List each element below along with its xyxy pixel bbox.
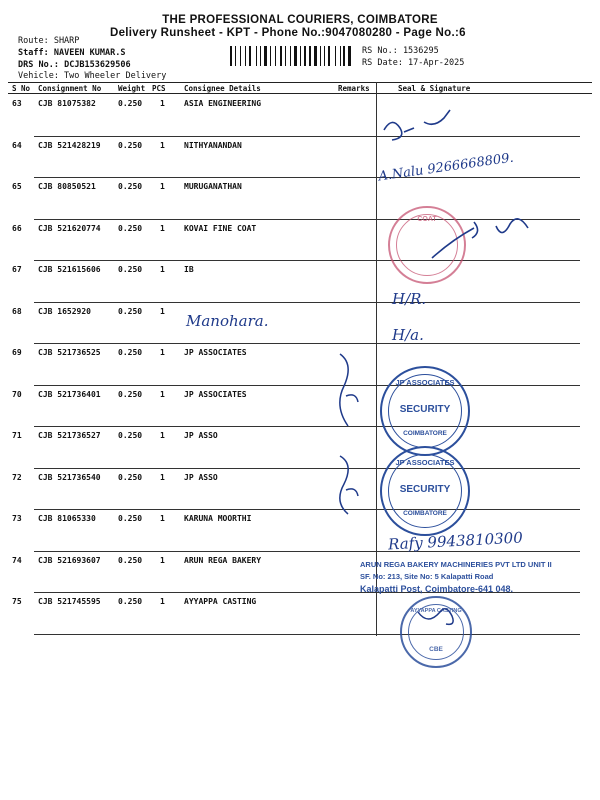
cell-pcs: 1 (160, 472, 165, 482)
cell-consignment: CJB 81065330 (38, 514, 96, 523)
table-row (0, 262, 600, 302)
cell-pcs: 1 (160, 348, 165, 357)
cell-weight: 0.250 (118, 472, 143, 482)
drs-number: DCJB153629506 (64, 60, 131, 70)
handwritten-hr-1: H/R. (392, 290, 427, 308)
cell-weight: 0.250 (118, 306, 143, 316)
col-seal: Seal & Signature (398, 84, 471, 93)
cell-pcs: 1 (160, 555, 165, 565)
table-row (0, 345, 600, 385)
cell-consignee: JP ASSO (184, 431, 218, 440)
row-divider (34, 509, 580, 510)
drs-label: DRS No.: (18, 60, 59, 70)
cell-sno: 71 (12, 431, 22, 440)
cell-consignee: ASIA ENGINEERING (184, 99, 262, 108)
row-divider (34, 260, 580, 261)
cell-pcs: 1 (160, 389, 165, 399)
col-consignee: Consignee Details (184, 84, 261, 93)
staff-row (18, 48, 126, 58)
row-divider (34, 551, 580, 552)
drs-row (18, 60, 131, 70)
stamp-jp-name: JP ASSOCIATES (395, 378, 455, 387)
cell-pcs: 1 (160, 140, 165, 150)
row-divider (34, 426, 580, 427)
cell-consignment: CJB 521745595 (38, 597, 101, 606)
stamp-security: SECURITY (399, 404, 451, 415)
handwritten-rafy: Rafy 9943810300 (387, 528, 524, 554)
cell-sno: 70 (12, 389, 22, 399)
cell-consignee: KARUNA MOORTHI (184, 514, 252, 523)
route-label: Route: SHARP (18, 36, 80, 46)
cell-pcs: 1 (160, 597, 165, 606)
cell-weight: 0.250 (118, 597, 143, 606)
cell-sno: 68 (12, 306, 22, 316)
stamp-city: COIMBATORE (403, 430, 447, 437)
vehicle-label: Vehicle: Two Wheeler Delivery (18, 71, 167, 81)
cell-weight: 0.250 (118, 514, 143, 523)
cell-consignment: CJB 521620774 (38, 223, 101, 233)
cell-sno: 64 (12, 140, 22, 150)
cell-consignment: CJB 521736525 (38, 348, 101, 357)
barcode (230, 46, 354, 66)
col-sno: S No (12, 84, 31, 93)
row-divider (34, 136, 580, 137)
cell-pcs: 1 (160, 306, 165, 316)
cell-consignment: CJB 1652920 (38, 306, 91, 316)
cell-consignee: NITHYANANDAN (184, 140, 242, 150)
cell-pcs: 1 (160, 265, 165, 274)
row-divider (34, 219, 580, 220)
stamp-jp-name-2: JP ASSOCIATES (395, 458, 455, 467)
arun-stamp-line3: Kalapatti Post, Coimbatore-641 048. (360, 584, 514, 594)
cell-sno: 73 (12, 514, 22, 523)
table-row (0, 428, 600, 468)
col-weight: Weight (118, 84, 146, 93)
col-remarks: Remarks (338, 84, 370, 93)
cell-consignee: AYYAPPA CASTING (184, 597, 257, 606)
runsheet-subtitle: Delivery Runsheet - KPT - Phone No.:9047080280 - Page No.:6 (110, 27, 466, 39)
cell-weight: 0.250 (118, 99, 143, 108)
cell-pcs: 1 (160, 431, 165, 440)
cell-consignee: JP ASSOCIATES (184, 389, 247, 399)
row-divider (34, 385, 580, 386)
cell-pcs: 1 (160, 182, 165, 191)
cell-sno: 75 (12, 597, 22, 606)
cell-pcs: 1 (160, 99, 165, 108)
cell-sno: 67 (12, 265, 22, 274)
cell-consignment: CJB 521615606 (38, 265, 101, 274)
row-divider (34, 177, 580, 178)
rs-number: RS No.: 1536295 (362, 46, 439, 56)
cell-consignment: CJB 521428219 (38, 140, 101, 150)
cell-sno: 69 (12, 348, 22, 357)
cell-sno: 63 (12, 99, 22, 108)
header-bottom-rule (8, 93, 592, 94)
table-row (0, 179, 600, 219)
row-divider (34, 343, 580, 344)
cell-weight: 0.250 (118, 140, 143, 150)
cell-weight: 0.250 (118, 389, 143, 399)
stamp-ayyappa-name: AYYAPPA CASTING (410, 608, 462, 614)
cell-weight: 0.250 (118, 182, 143, 191)
handwritten-manohara: Manohara. (186, 312, 269, 330)
stamp-city-2: COIMBATORE (403, 510, 447, 517)
cell-sno: 72 (12, 472, 22, 482)
remarks-column-line (376, 96, 377, 636)
staff-label: Staff: (18, 48, 49, 58)
handwritten-nithya: A.Nalu 9266668809. (377, 150, 515, 185)
ayyappa-stamp (400, 596, 472, 668)
cell-consignee: IB (184, 265, 194, 274)
handwritten-hr-2: H/a. (392, 326, 424, 344)
cell-consignment: CJB 521736401 (38, 389, 101, 399)
cell-weight: 0.250 (118, 431, 143, 440)
cell-consignment: CJB 521736540 (38, 472, 101, 482)
cell-consignment: CJB 521736527 (38, 431, 101, 440)
table-row (0, 304, 600, 344)
cell-sno: 66 (12, 223, 22, 233)
cell-pcs: 1 (160, 514, 165, 523)
row-divider (34, 302, 580, 303)
table-row (0, 96, 600, 136)
cell-weight: 0.250 (118, 348, 143, 357)
row-divider (34, 468, 580, 469)
rs-date: RS Date: 17-Apr-2025 (362, 58, 465, 68)
jp-associates-stamp-2 (380, 446, 470, 536)
cell-sno: 74 (12, 555, 22, 565)
cell-sno: 65 (12, 182, 22, 191)
arun-stamp-line1: ARUN REGA BAKERY MACHINERIES PVT LTD UNIT II (360, 560, 552, 569)
header-top-rule (8, 82, 592, 83)
col-consignment: Consignment No (38, 84, 102, 93)
staff-name: NAVEEN KUMAR.S (53, 48, 126, 58)
cell-consignee: KOVAI FINE COAT (184, 223, 257, 233)
arun-rega-stamp (360, 560, 570, 602)
cell-consignment: CJB 80850521 (38, 182, 96, 191)
company-title: THE PROFESSIONAL COURIERS, COIMBATORE (162, 14, 438, 26)
coat-stamp: COAT (388, 206, 466, 284)
row-divider (34, 634, 580, 635)
table-row (0, 221, 600, 261)
stamp-ayyappa-city: CBE (429, 646, 443, 653)
col-pcs: PCS (152, 84, 166, 93)
jp-associates-stamp-1 (380, 366, 470, 456)
cell-consignee: MURUGANATHAN (184, 182, 242, 191)
cell-pcs: 1 (160, 223, 165, 233)
table-row (0, 387, 600, 427)
cell-weight: 0.250 (118, 223, 143, 233)
cell-consignment: CJB 81075382 (38, 99, 96, 108)
cell-consignment: CJB 521693607 (38, 555, 101, 565)
table-row (0, 470, 600, 510)
cell-consignee: ARUN REGA BAKERY (184, 555, 262, 565)
cell-weight: 0.250 (118, 555, 143, 565)
stamp-security-2: SECURITY (399, 484, 451, 495)
cell-consignee: JP ASSO (184, 472, 218, 482)
arun-stamp-line2: SF. No: 213, Site No: 5 Kalapatti Road (360, 572, 494, 581)
cell-consignee: JP ASSOCIATES (184, 348, 247, 357)
cell-weight: 0.250 (118, 265, 143, 274)
